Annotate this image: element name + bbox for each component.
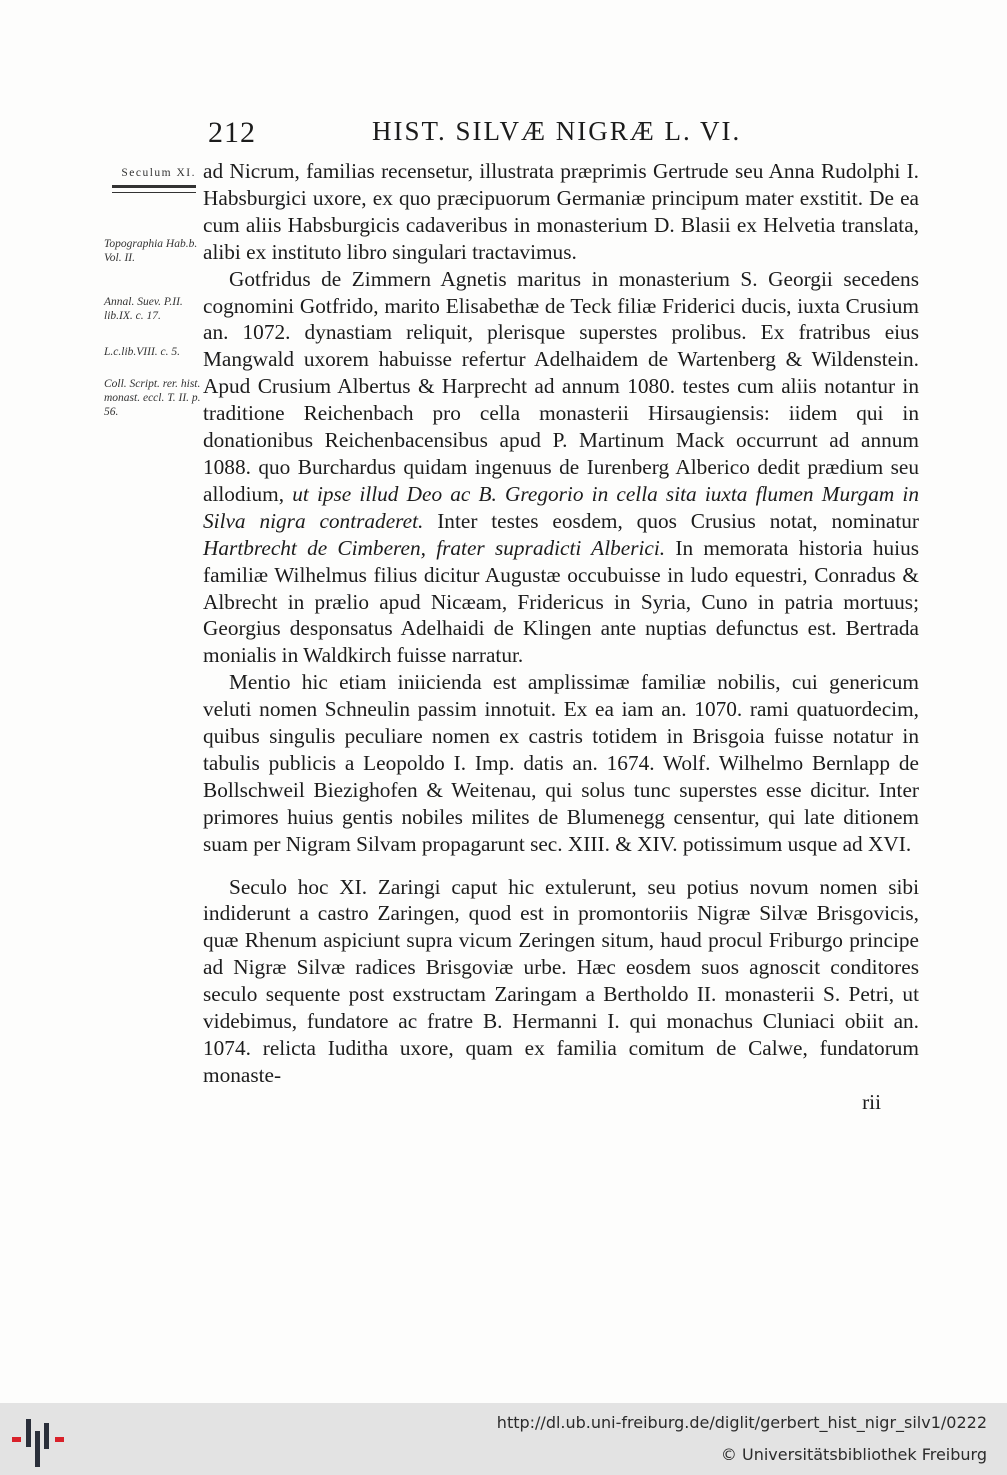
section-break bbox=[203, 858, 919, 874]
ub-freiburg-logo-icon bbox=[10, 1413, 66, 1469]
margin-rule bbox=[112, 185, 196, 193]
paragraph-2-text-e: In memorata historia huius familiæ Wilhelmus filius dicitur Augustæ occubuisse in ludo equestri, Conradus & Albrecht in prælio apud Nicæam, Fridericus in Syria, Cuno in patria mortuus; Georgius desponsatus Adelhaidi de Klingen ante nuptias defunctus est. Bertrada monialis in Waldkirch fuisse narratur. bbox=[203, 535, 919, 668]
paragraph-2-text-c: Inter testes eosdem, quos Crusius notat, nominatur bbox=[437, 508, 919, 533]
paragraph-2-text-a: Gotfridus de Zimmern Agnetis maritus in monasterium S. Georgii secedens cognomini Gotfrido, marito Elisabethæ de Teck filiæ Friderici ducis, iuxta Crusium an. 1072. dynastiam reliquit, plerisque superstes prolibus. Ex fratribus eius Mangwald uxorem habuisse refertur Adelhaidem de Wartenberg & Wildenstein. Apud Crusium Albertus & Harprecht ad annum 1080. testes cum aliis notantur in traditione Reichenbach pro cella monasterii Hirsaugiensis: iidem qui in donationibus Reichenbacensibus apud P. Martinum Mack occurrunt ad annum 1088. quo Burchardus quidam ingenuus de Iurenberg Alberico dedit prædium seu allodium, bbox=[203, 266, 919, 506]
copyright-notice: © Universitätsbibliothek Freiburg bbox=[720, 1445, 987, 1464]
margin-note-coll-script: Coll. Script. rer. hist. monast. eccl. T. II. p. 56. bbox=[104, 378, 201, 418]
footer-bar bbox=[0, 1403, 1007, 1475]
paragraph-2-name: Hartbrecht de Cimberen, frater supradicti Alberici. bbox=[203, 535, 666, 560]
margin-note-annal-suev: Annal. Suev. P.II. lib.IX. c. 17. bbox=[104, 296, 183, 322]
margin-note-lib-viii: L.c.lib.VIII. c. 5. bbox=[104, 346, 181, 358]
paragraph-3: Mentio hic etiam iniicienda est amplissimæ familiæ nobilis, cui genericum veluti nomen Schneulin passim innotuit. Ex ea iam an. 1070. rami quatuordecim, quibus singulis peculiare nomen ex castris totidem in Brisgoia fuisse notatur in tabulis publicis a Leopoldo I. Imp. datis an. 1674. Wolf. Wilhelmo Bernlapp de Bollschweil Biezighofen & Weitenau, qui solus tunc superstes esse dicitur. Inter primores huius gentis nobiles milites de Blumenegg censentur, qui late ditionem suam per Nigram Silvam propagarunt sec. XIII. & XIV. potissimum usque ad XVI. bbox=[203, 670, 919, 856]
margin-note-seculum: Seculum XI. bbox=[121, 167, 196, 179]
paragraph-1: ad Nicrum, familias recensetur, illustrata præprimis Gertrude seu Anna Rudolphi I. Habsburgici uxore, ex quo præcipuorum Germaniæ principum mater exstitit. De ea cum aliis Habsburgicis cadaveribus in monasterium D. Blasii ex Helvetia translata, alibi ex instituto libro singulari tractavimus. bbox=[203, 159, 919, 264]
paragraph-2 bbox=[203, 266, 919, 670]
running-title: HIST. SILVÆ NIGRÆ L. VI. bbox=[372, 116, 742, 146]
source-url-link[interactable]: http://dl.ub.uni-freiburg.de/diglit/gerbert_hist_nigr_silv1/0222 bbox=[496, 1413, 987, 1432]
page-header bbox=[0, 112, 1007, 152]
margin-note-topographia: Topographia Hab.b. Vol. II. bbox=[104, 238, 198, 264]
catchword: rii bbox=[862, 1089, 881, 1114]
page-number: 212 bbox=[208, 116, 256, 149]
paragraph-4: Seculo hoc XI. Zaringi caput hic extulerunt, seu potius novum nomen sibi indiderunt a castro Zaringen, quod est in promontoriis Nigræ Silvæ Brisgovicis, quæ Rhenum aspiciunt supra vicum Zeringen situm, haud procul Friburgo principe ad Nigræ Silvæ radices Brisgoviæ urbe. Hæc eosdem suos agnoscit conditores seculo sequente post exstructam Zaringam a Bertholdo II. monasterii S. Petri, ut videbimus, fundatore ac fratre B. Hermanni I. qui monachus Cluniaci obiit an. 1074. relicta Iuditha uxore, quam ex familia comitum de Calwe, fundatorum monaste- bbox=[203, 874, 919, 1087]
body-text bbox=[203, 158, 919, 1116]
margin-notes bbox=[104, 166, 202, 419]
paragraph-2-quote: ut ipse illud Deo ac B. Gregorio in cella sita iuxta flumen Murgam in Silva nigra contraderet. bbox=[203, 481, 919, 533]
